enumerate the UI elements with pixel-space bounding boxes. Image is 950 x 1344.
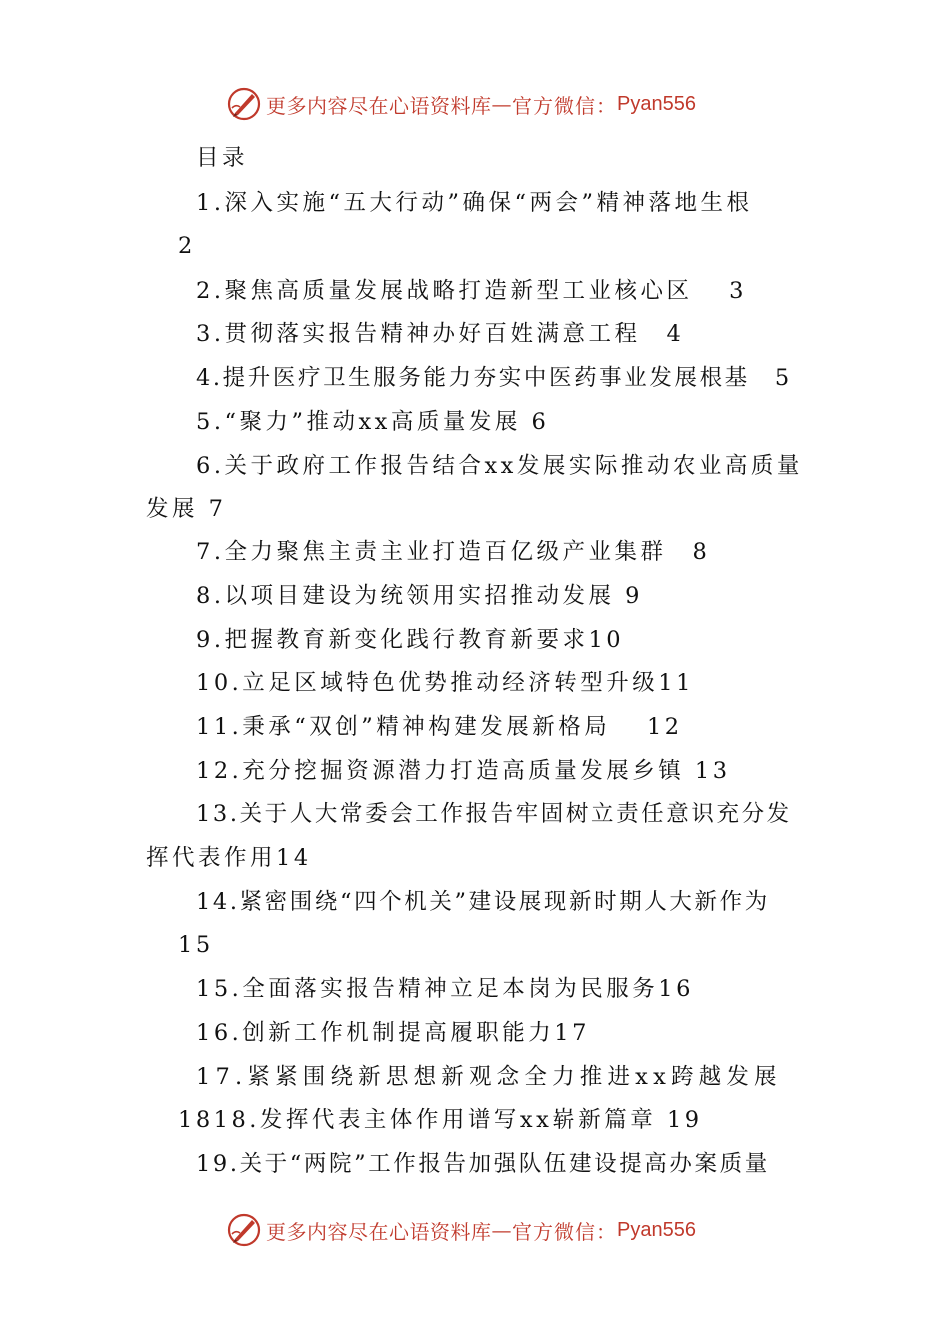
toc-line: 13.关于人大常委会工作报告牢固树立责任意识充分发 (196, 801, 792, 827)
toc-line: 1818.发挥代表主体作用谱写xx崭新篇章 19 (178, 1107, 703, 1133)
toc-line: 9.把握教育新变化践行教育新要求10 (196, 627, 625, 653)
toc-line: 8.以项目建设为统领用实招推动发展 9 (196, 583, 643, 609)
pen-logo-icon (226, 86, 262, 122)
toc-line: 19.关于“两院”工作报告加强队伍建设提高办案质量 (196, 1151, 770, 1177)
toc-line: 10.立足区域特色优势推动经济转型升级11 (196, 670, 694, 696)
toc-line: 15.全面落实报告精神立足本岗为民服务16 (196, 976, 694, 1002)
toc-line: 15 (178, 932, 214, 958)
banner-wechat-id: Pyan556 (617, 92, 696, 115)
toc-line: 5.“聚力”推动xx高质量发展 6 (196, 409, 550, 435)
header-banner (226, 84, 746, 124)
banner-dash: — (491, 92, 512, 116)
toc-line: 6.关于政府工作报告结合xx发展实际推动农业高质量 (196, 453, 803, 479)
toc-line: 12.充分挖掘资源潜力打造高质量发展乡镇 13 (196, 758, 731, 784)
toc-line: 16.创新工作机制提高履职能力17 (196, 1020, 590, 1046)
banner-wechat-label: 官方微信： (512, 1219, 617, 1244)
toc-title: 目录 (196, 145, 249, 171)
toc-line: 发展 7 (146, 496, 227, 522)
banner-wechat-id: Pyan556 (617, 1218, 696, 1241)
banner-title: 更多内容尽在心语资料库 (266, 93, 492, 118)
banner-wechat-label: 官方微信： (512, 93, 617, 118)
banner-dash: — (491, 1218, 512, 1242)
banner-title: 更多内容尽在心语资料库 (266, 1219, 492, 1244)
toc-line: 2.聚焦高质量发展战略打造新型工业核心区 3 (196, 278, 747, 304)
toc-line: 4.提升医疗卫生服务能力夯实中医药事业发展根基 5 (196, 365, 792, 391)
toc-line: 3.贯彻落实报告精神办好百姓满意工程 4 (196, 321, 685, 347)
toc-line: 7.全力聚焦主责主业打造百亿级产业集群 8 (196, 539, 711, 565)
toc-line: 2 (178, 233, 196, 259)
toc-line: 17.紧紧围绕新思想新观念全力推进xx跨越发展 (196, 1064, 782, 1090)
pen-logo-icon (226, 1212, 262, 1248)
toc-line: 14.紧密围绕“四个机关”建设展现新时期人大新作为 (196, 889, 770, 915)
toc-line: 挥代表作用14 (146, 845, 312, 871)
toc-line: 11.秉承“双创”精神构建发展新格局 12 (196, 714, 683, 740)
footer-banner (226, 1210, 746, 1250)
toc-line: 1.深入实施“五大行动”确保“两会”精神落地生根 (196, 190, 753, 216)
